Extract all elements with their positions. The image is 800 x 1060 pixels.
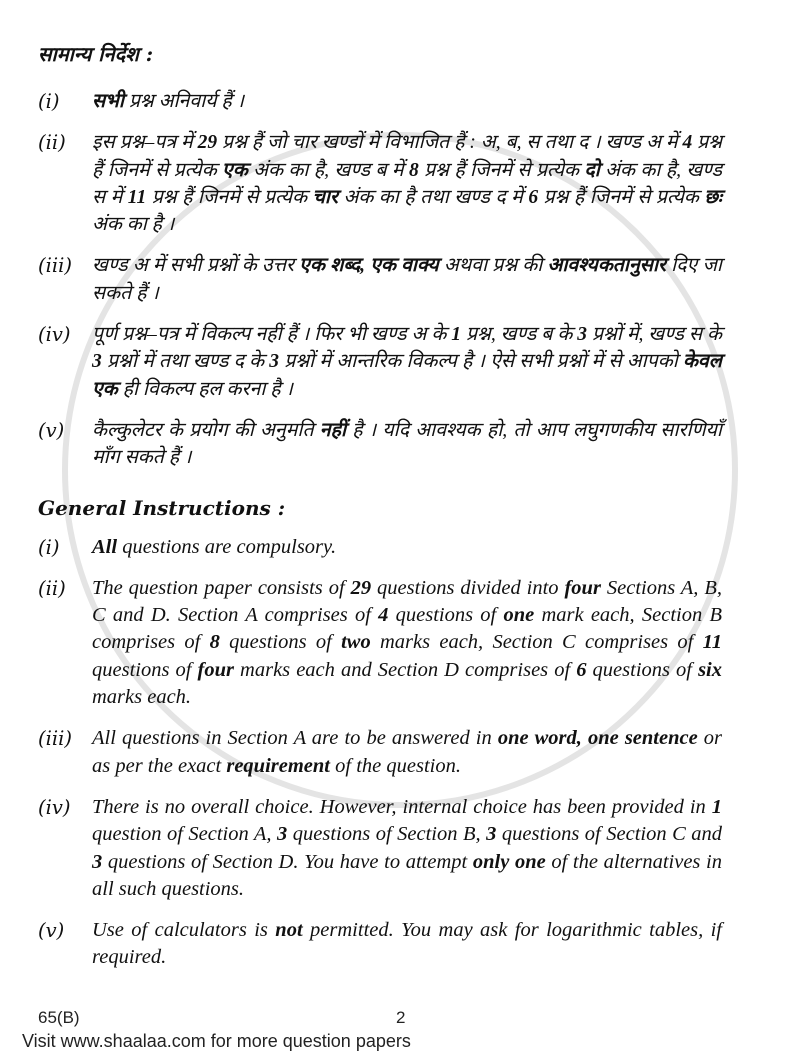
text: अंक का है, खण्ड स में	[92, 159, 723, 208]
english-instructions	[0, 534, 800, 972]
instruction-item	[38, 321, 722, 403]
bold-text: दो	[584, 159, 600, 181]
text: permitted. You may ask for logarithmic tables, if required.	[92, 919, 723, 969]
bold-text: छः	[704, 186, 722, 208]
item-number: (iii)	[38, 254, 72, 278]
bold-text: 3	[486, 823, 497, 846]
instruction-item	[38, 725, 722, 780]
text: All questions in Section A are to be answered in	[92, 727, 498, 750]
item-text	[92, 88, 722, 115]
item-text	[92, 575, 722, 711]
bold-text: four	[197, 658, 234, 681]
text: प्रश्न हैं जो चार खण्डों में विभाजित हैं : अ, ब, स तथा द । खण्ड अ में	[217, 132, 683, 154]
item-text	[92, 534, 722, 561]
item-text	[92, 321, 722, 403]
bold-text: 8	[408, 159, 419, 181]
bold-text: 6	[576, 658, 587, 681]
hindi-heading: सामान्य निर्देश :	[38, 42, 154, 66]
item-text	[92, 129, 722, 238]
bold-text: 6	[528, 186, 539, 208]
text: प्रश्न हैं जिनमें से प्रत्येक	[92, 132, 723, 181]
text: marks each, Section C comprises of	[370, 631, 703, 654]
text: खण्ड अ में सभी प्रश्नों के उत्तर	[92, 255, 300, 277]
text: questions of	[388, 604, 504, 627]
item-number: (ii)	[38, 576, 66, 600]
instruction-item	[38, 88, 722, 115]
bold-text: All	[92, 535, 118, 558]
bold-text: requirement	[226, 754, 330, 777]
text: प्रश्नों में आन्तरिक विकल्प है । ऐसे सभी प्रश्नों में से आपको	[279, 351, 683, 373]
text: इस प्रश्न–पत्र में	[92, 132, 198, 154]
bold-text: 4	[682, 132, 693, 154]
text: Use of calculators is	[92, 919, 276, 942]
text: questions of	[92, 658, 198, 681]
text: Sections A, B, C and D. Section A comprises of	[92, 576, 722, 627]
text: अथवा प्रश्न की	[438, 255, 548, 277]
item-number: (i)	[38, 90, 60, 113]
bold-text: आवश्यकतानुसार	[547, 255, 666, 277]
instruction-item	[38, 534, 722, 561]
bold-text: केवल एक	[92, 351, 722, 400]
text: प्रश्न, खण्ड ब के	[461, 324, 578, 346]
item-number: (iv)	[38, 323, 71, 347]
bold-text: 4	[378, 604, 389, 627]
item-text	[92, 794, 722, 903]
text: questions of	[586, 658, 699, 681]
item-number: (i)	[38, 535, 60, 559]
text: questions are compulsory.	[117, 535, 337, 558]
text: questions of Section C and	[496, 823, 723, 846]
english-heading: General Instructions :	[38, 495, 286, 520]
item-text	[92, 725, 722, 780]
text: पूर्ण प्रश्न–पत्र में विकल्प नहीं हैं । फिर भी खण्ड अ के	[92, 324, 452, 346]
item-text	[92, 252, 722, 307]
bold-text: 3	[577, 324, 587, 346]
text: प्रश्नों में, खण्ड स के	[587, 324, 722, 346]
bold-text: 11	[127, 186, 147, 208]
text: There is no overall choice. However, internal choice has been provided in	[92, 795, 712, 818]
bold-text: नहीं	[319, 419, 347, 441]
instruction-item	[38, 917, 722, 972]
bold-text: एक	[222, 159, 248, 181]
item-number: (v)	[38, 418, 65, 442]
text: प्रश्न अनिवार्य हैं ।	[123, 91, 245, 112]
item-text	[92, 417, 722, 472]
bold-text: 11	[702, 631, 722, 654]
footer	[0, 1008, 800, 1052]
bold-text: only one	[472, 850, 546, 873]
text: अंक का है, खण्ड ब में	[247, 159, 409, 181]
bold-text: एक शब्द, एक वाक्य	[299, 255, 439, 277]
instruction-item	[38, 252, 722, 307]
text: marks each.	[92, 686, 192, 709]
bold-text: 3	[277, 823, 288, 846]
bold-text: 1	[451, 324, 462, 346]
text: कैल्कुलेटर के प्रयोग की अनुमति	[92, 419, 320, 441]
text: प्रश्न हैं जिनमें से प्रत्येक	[418, 159, 585, 181]
text: question of Section A,	[92, 823, 278, 846]
bold-text: 3	[92, 351, 102, 373]
bold-text: सभी	[92, 91, 124, 112]
instruction-item	[38, 129, 722, 238]
text: questions of Section D. You have to attempt	[102, 850, 473, 873]
text: questions divided into	[371, 576, 565, 599]
text: or as per the exact	[92, 727, 722, 777]
text: of the question.	[330, 754, 461, 777]
text: questions of Section B,	[287, 823, 487, 846]
instruction-item	[38, 794, 722, 903]
item-number: (iii)	[38, 727, 72, 751]
text: marks each and Section D comprises of	[233, 658, 577, 681]
text: ही विकल्प हल करना है ।	[117, 378, 293, 400]
text: of the alternatives in all such questions.	[92, 850, 722, 900]
bold-text: 29	[197, 132, 218, 154]
bold-text: चार	[312, 186, 338, 208]
item-number: (ii)	[38, 131, 66, 155]
text: प्रश्नों में तथा खण्ड द के	[101, 351, 270, 373]
bold-text: 8	[209, 631, 220, 654]
page-number: 2	[396, 1008, 406, 1027]
bold-text: 3	[269, 351, 280, 373]
bold-text: 29	[350, 576, 372, 599]
bold-text: 3	[92, 850, 103, 873]
bold-text: four	[564, 576, 601, 599]
item-number: (v)	[38, 919, 65, 943]
text: The question paper consists of	[92, 576, 351, 599]
instruction-item	[38, 417, 722, 472]
text: mark each, Section B comprises of	[92, 604, 722, 654]
text: प्रश्न हैं जिनमें से प्रत्येक	[538, 186, 705, 208]
text: प्रश्न हैं जिनमें से प्रत्येक	[146, 186, 313, 208]
text: है । यदि आवश्यक हो, तो आप लघुगणकीय सारणियाँ माँग सकते हैं ।	[92, 419, 722, 469]
bold-text: one	[503, 604, 535, 627]
item-number: (iv)	[38, 795, 71, 819]
text: दिए जा सकते हैं ।	[92, 255, 722, 304]
bold-text: one word, one sentence	[497, 727, 698, 750]
bold-text: 1	[711, 795, 722, 818]
text: questions of	[219, 631, 342, 654]
text: अंक का है तथा खण्ड द में	[337, 186, 529, 208]
text: अंक का है ।	[92, 214, 175, 236]
bold-text: six	[698, 658, 722, 681]
bold-text: not	[275, 919, 303, 942]
instruction-item	[38, 575, 722, 711]
hindi-instructions	[0, 88, 800, 472]
paper-code: 65(B)	[38, 1008, 80, 1027]
item-text	[92, 917, 722, 972]
bold-text: two	[341, 631, 371, 654]
visit-link[interactable]: Visit www.shaalaa.com for more question papers	[22, 1031, 411, 1051]
